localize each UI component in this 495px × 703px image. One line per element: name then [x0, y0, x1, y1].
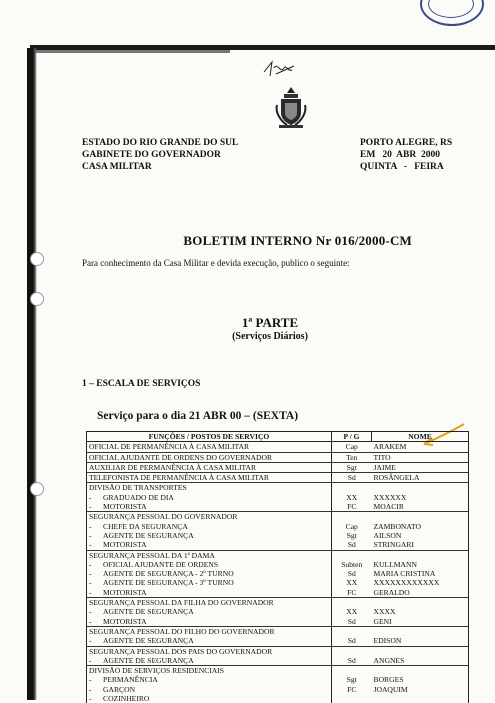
name-cell: XXXX: [372, 607, 469, 616]
list-dash: -: [89, 616, 92, 626]
rank-cell: FC: [347, 502, 357, 512]
name-cell: KULLMANN: [372, 560, 469, 569]
table-row: [87, 560, 469, 569]
rank-cell: Sd: [332, 473, 372, 483]
function-cell: TELEFONISTA DE PERMANÊNCIA À CASA MILITAR: [89, 473, 269, 483]
function-cell: CHEFE DA SEGURANÇA: [103, 521, 188, 531]
function-cell: AGENTE DE SEGURANÇA - 3º TURNO: [103, 578, 234, 588]
group-title: SEGURANÇA PESSOAL DO GOVERNADOR: [89, 512, 238, 522]
header-date: EM 20 ABR 2000: [360, 150, 440, 160]
table-row: [87, 598, 469, 608]
rank-cell: [332, 666, 372, 676]
rank-cell: Subten: [341, 559, 363, 569]
table-row: [87, 473, 469, 483]
rank-cell: Sgt: [346, 675, 357, 685]
state-coat-of-arms-icon: [275, 85, 307, 129]
table-row: [87, 626, 469, 636]
list-dash: -: [89, 502, 92, 512]
list-dash: -: [89, 578, 92, 588]
name-cell: JAIME: [372, 462, 469, 472]
function-cell: AGENTE DE SEGURANÇA: [103, 655, 194, 665]
table-row: [87, 636, 469, 646]
header-weekday: QUINTA - FEIRA: [360, 162, 444, 172]
rank-cell: Sd: [347, 616, 356, 626]
function-cell: AGENTE DE SEGURANÇA: [103, 636, 194, 646]
name-cell: ARAKEM: [372, 442, 469, 452]
rank-cell: FC: [347, 684, 357, 694]
list-dash: -: [89, 607, 92, 617]
rank-cell: [332, 483, 372, 493]
list-dash: -: [89, 587, 92, 597]
list-dash: -: [89, 559, 92, 569]
name-cell: BORGES: [372, 675, 469, 684]
punch-hole: [30, 292, 44, 306]
table-header-row: [87, 432, 469, 442]
column-header-function: FUNÇÕES / POSTOS DE SERVIÇO: [87, 432, 332, 442]
table-row: [87, 694, 469, 703]
part-title: 1ª PARTE: [241, 315, 299, 330]
punch-hole: [30, 252, 44, 266]
function-cell: COZINHEIRO: [103, 694, 150, 703]
table-row: [87, 656, 469, 666]
name-cell: [372, 483, 469, 493]
name-cell: MOACIR: [372, 502, 469, 512]
part-subtitle: (Serviços Diários): [232, 331, 308, 342]
issuer-header: [82, 137, 238, 173]
name-cell: TITO: [372, 452, 469, 462]
name-cell: GERALDO: [372, 588, 469, 598]
table-row: [87, 666, 469, 676]
schedule-rows: [87, 442, 469, 703]
table-row: [87, 442, 469, 452]
name-cell: [372, 598, 469, 608]
scan-left-edge: [27, 48, 37, 700]
rank-cell: [332, 646, 372, 656]
column-header-name: NOME: [372, 432, 469, 442]
header-state: ESTADO DO RIO GRANDE DO SUL: [82, 138, 239, 148]
name-cell: ZAMBONATO: [372, 522, 469, 531]
date-header: [360, 137, 452, 173]
name-cell: [372, 666, 469, 676]
list-dash: -: [89, 684, 92, 694]
section-title: 1 – ESCALA DE SERVIÇOS: [82, 379, 201, 389]
group-title: SEGURANÇA PESSOAL DO FILHO DO GOVERNADOR: [89, 626, 275, 636]
function-cell: OFICIAL DE PERMANÊNCIA À CASA MILITAR: [89, 442, 250, 452]
table-row: [87, 646, 469, 656]
table-row: [87, 578, 469, 587]
function-cell: MOTORISTA: [103, 540, 147, 550]
name-cell: XXXXXX: [372, 493, 469, 502]
function-cell: MOTORISTA: [103, 502, 147, 512]
function-cell: GRADUADO DE DIA: [103, 492, 174, 502]
name-cell: ROSÂNGELA: [372, 473, 469, 483]
list-dash: -: [89, 675, 92, 685]
function-cell: AGENTE DE SEGURANÇA - 2º TURNO: [103, 569, 234, 579]
function-cell: MOTORISTA: [103, 587, 147, 597]
function-cell: OFICIAL AJUDANTE DE ORDENS DO GOVERNADOR: [89, 452, 273, 462]
header-city: PORTO ALEGRE, RS: [360, 138, 453, 148]
list-dash: -: [89, 636, 92, 646]
service-schedule-table: [86, 431, 469, 703]
rank-cell: [332, 550, 372, 560]
name-cell: AILSON: [372, 531, 469, 540]
rank-cell: [332, 598, 372, 608]
list-dash: -: [89, 540, 92, 550]
table-row: [87, 685, 469, 694]
scan-top-edge-shadow: [30, 50, 230, 53]
rank-cell: Cap: [345, 521, 358, 531]
list-dash: -: [89, 492, 92, 502]
function-cell: AGENTE DE SEGURANÇA: [103, 607, 194, 617]
rank-cell: Sgt: [346, 530, 357, 540]
name-cell: [372, 646, 469, 656]
function-cell: OFICIAL AJUDANTE DE ORDENS: [103, 559, 219, 569]
rank-cell: [332, 694, 372, 703]
column-header-rank: P / G: [332, 432, 372, 442]
rank-cell: XX: [346, 492, 358, 502]
table-row: [87, 550, 469, 560]
table-row: [87, 569, 469, 578]
table-row: [87, 512, 469, 522]
function-cell: AUXILIAR DE PERMANÊNCIA À CASA MILITAR: [89, 462, 257, 472]
list-dash: -: [89, 569, 92, 579]
rank-cell: Sd: [347, 655, 356, 665]
rank-cell: Sd: [347, 636, 356, 646]
table-row: [87, 502, 469, 512]
group-title: SEGURANÇA PESSOAL DOS PAIS DO GOVERNADOR: [89, 646, 273, 656]
name-cell: [372, 550, 469, 560]
header-department: CASA MILITAR: [82, 162, 152, 172]
intro-text: Para conhecimento da Casa Militar e devida execução, publico o seguinte:: [82, 258, 350, 268]
function-cell: MOTORISTA: [103, 616, 147, 626]
name-cell: [372, 626, 469, 636]
table-row: [87, 531, 469, 540]
rank-cell: Sgt: [332, 462, 372, 472]
rank-cell: XX: [346, 578, 358, 588]
function-cell: AGENTE DE SEGURANÇA: [103, 530, 194, 540]
function-cell: GARÇON: [103, 684, 136, 694]
header-office: GABINETE DO GOVERNADOR: [82, 150, 221, 160]
name-cell: MARIA CRISTINA: [372, 569, 469, 578]
table-row: [87, 452, 469, 462]
table-row: [87, 522, 469, 531]
table-row: [87, 540, 469, 550]
rank-cell: Sd: [347, 569, 356, 579]
rank-cell: Cap: [332, 442, 372, 452]
rank-cell: FC: [347, 587, 357, 597]
punch-hole: [30, 482, 44, 496]
rank-cell: Sd: [347, 540, 356, 550]
table-row: [87, 483, 469, 493]
group-title: SEGURANÇA PESSOAL DA FILHA DO GOVERNADOR: [89, 598, 274, 608]
group-title: DIVISÃO DE TRANSPORTES: [89, 483, 187, 493]
rank-cell: XX: [346, 607, 358, 617]
name-cell: GENI: [372, 617, 469, 627]
name-cell: JOAQUIM: [372, 685, 469, 694]
service-day-heading: Serviço para o dia 21 ABR 00 – (SEXTA): [97, 410, 299, 422]
group-title: SEGURANÇA PESSOAL DA 1ª DAMA: [89, 550, 215, 560]
table-row: [87, 462, 469, 472]
rank-cell: [332, 626, 372, 636]
name-cell: STRINGARI: [372, 540, 469, 550]
list-dash: -: [89, 530, 92, 540]
table-row: [87, 675, 469, 684]
handwritten-initials: [262, 58, 298, 80]
list-dash: -: [89, 655, 92, 665]
table-row: [87, 617, 469, 627]
name-cell: [372, 512, 469, 522]
table-row: [87, 588, 469, 598]
group-title: DIVISÃO DE SERVIÇOS RESIDENCIAIS: [89, 666, 225, 676]
name-cell: EDISON: [372, 636, 469, 646]
rank-cell: Ten: [332, 452, 372, 462]
function-cell: PERMANÊNCIA: [103, 675, 158, 685]
name-cell: XXXXXXXXXXXX: [372, 578, 469, 587]
document-title: BOLETIM INTERNO Nr 016/2000-CM: [183, 233, 412, 248]
list-dash: -: [89, 694, 92, 703]
list-dash: -: [89, 521, 92, 531]
table-row: [87, 493, 469, 502]
name-cell: ANGNES: [372, 656, 469, 666]
table-row: [87, 607, 469, 616]
name-cell: [372, 694, 469, 703]
rank-cell: [332, 512, 372, 522]
